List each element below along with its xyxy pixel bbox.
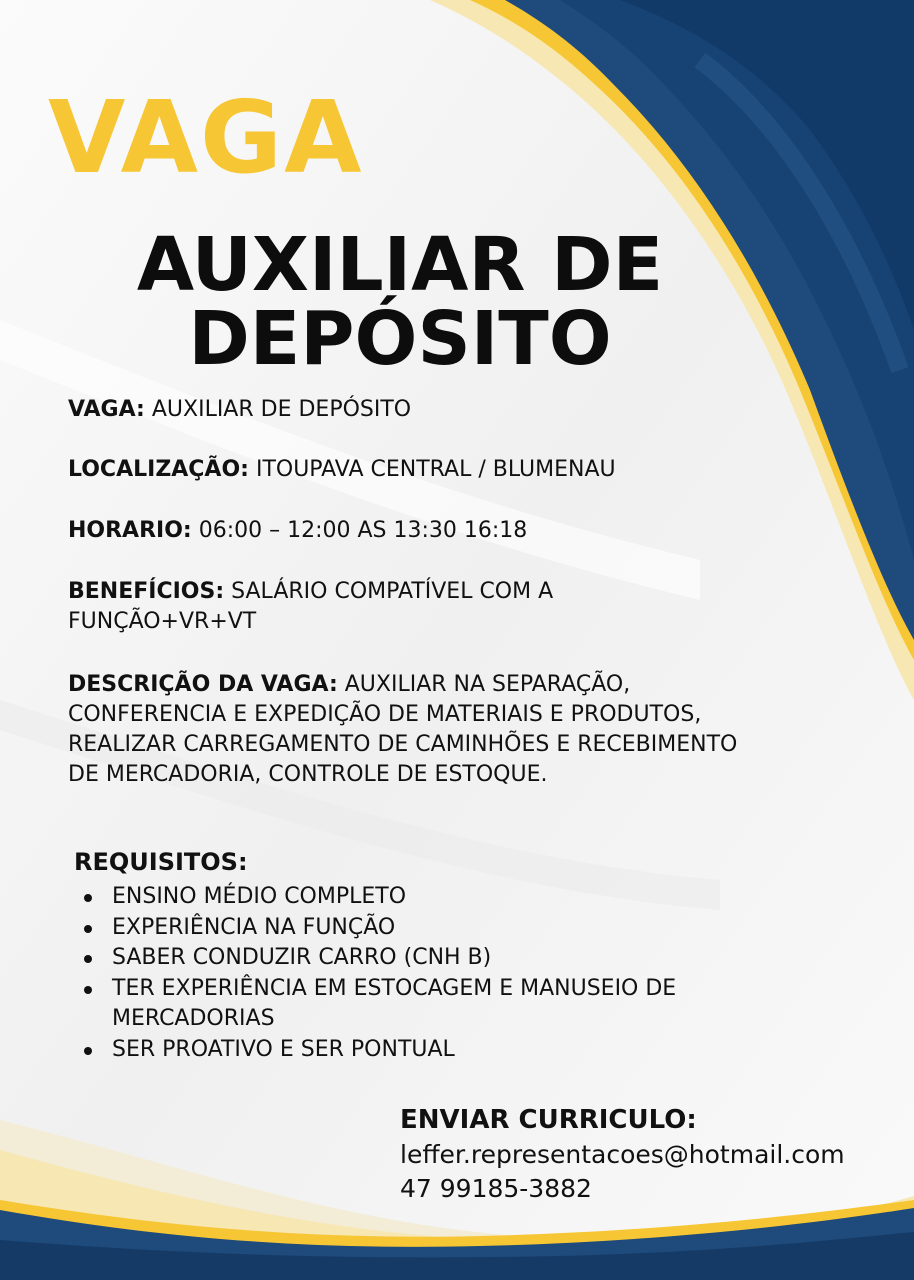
field-horario-value: 06:00 – 12:00 AS 13:30 16:18 xyxy=(191,518,528,543)
headline: VAGA xyxy=(48,79,364,196)
field-vaga-value: AUXILIAR DE DEPÓSITO xyxy=(144,397,412,422)
requirement-text: SER PROATIVO E SER PONTUAL xyxy=(112,1036,455,1062)
field-beneficios xyxy=(68,577,668,637)
job-title xyxy=(100,222,700,382)
field-descricao xyxy=(68,670,738,790)
field-descricao-value: AUXILIAR NA SEPARAÇÃO, CONFERENCIA E EXPEDIÇÃO DE MATERIAIS E PRODUTOS, REALIZAR CARREGAMENTO DE CAMINHÕES E RECEBIMENTO DE MERCADORIA, CONTROLE DE ESTOQUE. xyxy=(68,672,738,787)
field-horario xyxy=(68,516,758,546)
field-beneficios-value: SALÁRIO COMPATÍVEL COM A FUNÇÃO+VR+VT xyxy=(68,579,554,634)
field-vaga xyxy=(68,395,758,425)
field-localizacao-value: ITOUPAVA CENTRAL / BLUMENAU xyxy=(248,457,616,482)
bullet-icon xyxy=(84,1047,92,1055)
field-localizacao xyxy=(68,455,758,485)
requirement-text: SABER CONDUZIR CARRO (CNH B) xyxy=(112,945,492,970)
field-descricao-label: DESCRIÇÃO DA VAGA: xyxy=(68,672,338,697)
field-horario-label: HORARIO: xyxy=(68,518,192,543)
requirement-text: EXPERIÊNCIA NA FUNÇÃO xyxy=(112,914,396,940)
requirements-title: REQUISITOS: xyxy=(74,848,248,876)
job-title-line-2: DEPÓSITO xyxy=(188,296,612,382)
list-item xyxy=(78,913,768,944)
contact-email[interactable]: leffer.representacoes@hotmail.com xyxy=(400,1140,845,1169)
requirement-text: ENSINO MÉDIO COMPLETO xyxy=(112,884,407,909)
job-title-line-1: AUXILIAR DE xyxy=(136,222,664,308)
contact-block xyxy=(400,1102,845,1206)
bullet-icon xyxy=(84,955,92,963)
contact-phone[interactable]: 47 99185-3882 xyxy=(400,1174,592,1203)
contact-heading: ENVIAR CURRICULO: xyxy=(400,1105,697,1135)
bullet-icon xyxy=(84,894,92,902)
requirements-list xyxy=(78,882,768,1065)
field-vaga-label: VAGA: xyxy=(68,397,145,422)
bullet-icon xyxy=(84,925,92,933)
list-item xyxy=(78,974,732,1035)
field-localizacao-label: LOCALIZAÇÃO: xyxy=(68,457,249,482)
requirement-text: TER EXPERIÊNCIA EM ESTOCAGEM E MANUSEIO DE MERCADORIAS xyxy=(112,975,677,1031)
bullet-icon xyxy=(84,986,92,994)
list-item xyxy=(78,882,768,913)
list-item xyxy=(78,1035,768,1066)
list-item xyxy=(78,943,768,974)
field-beneficios-label: BENEFÍCIOS: xyxy=(68,579,225,604)
